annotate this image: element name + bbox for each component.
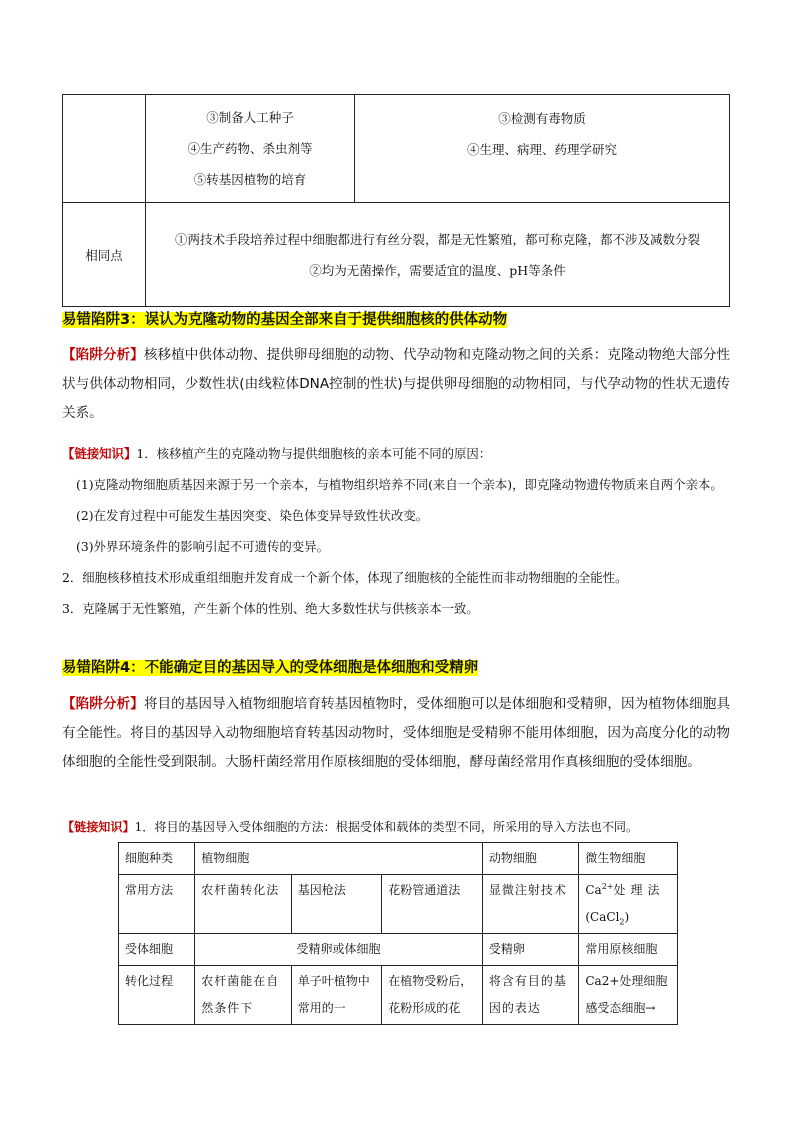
comparison-table: [62, 94, 730, 307]
method-cell: 农杆菌转化法: [195, 875, 292, 934]
micro-method-cell: $Ca^{2+}$处理法 (CaCl$_2$): [579, 875, 678, 934]
process-cell: 将含有目的基因的表达: [482, 966, 579, 1025]
empty-label-cell: [63, 95, 146, 203]
row-label: 常用方法: [119, 875, 195, 934]
process-cell: 农杆菌能在自然条件下: [195, 966, 292, 1025]
analysis-text: 核移植中供体动物、提供卵母细胞的动物、代孕动物和克隆动物之间的关系：克隆动物绝大部分性状与供体动物相同，少数性状(由线粒体DNA控制的性状)与提供卵母细胞的动物相同，与代孕动物的性状无遗传关系。: [62, 347, 731, 421]
same-points-cell: [146, 203, 730, 307]
header-cell: 微生物细胞: [579, 843, 678, 875]
plant-application-line: ⑤转基因植物的培育: [193, 172, 307, 187]
row-label: 转化过程: [119, 966, 195, 1025]
trap3-analysis: [62, 341, 730, 428]
method-cell: 花粉管通道法: [382, 875, 483, 934]
animal-application-line: ③检测有毒物质: [498, 111, 586, 126]
reason-3: (3)外界环境条件的影响引起不可遗传的变异。: [76, 539, 329, 554]
same-points-label: 相同点: [63, 203, 146, 307]
link-tag: 【链接知识】: [62, 820, 135, 834]
reason-2: (2)在发育过程中可能发生基因突变、染色体变异导致性状改变。: [76, 508, 429, 523]
method-cell: 显微注射技术: [482, 875, 579, 934]
animal-application-line: ④生理、病理、药理学研究: [466, 142, 617, 157]
analysis-tag: 【陷阱分析】: [62, 347, 144, 363]
receptor-cell: 受精卵或体细胞: [195, 934, 483, 966]
process-cell: 单子叶植物中常用的一: [291, 966, 381, 1025]
row-label: 受体细胞: [119, 934, 195, 966]
gene-transfer-table: [118, 842, 678, 1025]
reason-1: (1)克隆动物细胞质基因来源于另一个亲本，与植物组织培养不同(来自一个亲本)，即克隆动物遗传物质来自两个亲本。: [76, 477, 723, 492]
header-cell: 细胞种类: [119, 843, 195, 875]
plant-applications-cell: [146, 95, 355, 203]
same-point-line: ②均为无菌操作，需要适宜的温度、pH等条件: [309, 262, 566, 278]
receptor-cell: 受精卵: [482, 934, 579, 966]
header-cell: 动物细胞: [482, 843, 579, 875]
trap4-analysis: [62, 690, 730, 777]
process-cell: Ca2+处理细胞感受态细胞→: [579, 966, 678, 1025]
link-tag: 【链接知识】: [62, 446, 137, 461]
trap4-heading: 易错陷阱4：不能确定目的基因导入的受体细胞是体细胞和受精卵: [62, 660, 479, 676]
process-cell: 在植物受粉后，花粉形成的花: [382, 966, 483, 1025]
plant-application-line: ③制备人工种子: [206, 110, 294, 125]
plant-application-line: ④生产药物、杀虫剂等: [187, 141, 313, 156]
analysis-text: 将目的基因导入植物细胞培育转基因植物时，受体细胞可以是体细胞和受精卵，因为植物体细胞具有全能性。将目的基因导入动物细胞培育转基因动物时，受体细胞是受精卵不能用体细胞，因为高度分化的动物体细胞的全能性受到限制。大肠杆菌经常用作原核细胞的受体细胞，酵母菌经常用作真核细胞的受体细胞。: [62, 696, 731, 770]
trap4-link-knowledge: 【链接知识】1．将目的基因导入受体细胞的方法：根据受体和载体的类型不同，所采用的导入方法也不同。: [62, 820, 639, 834]
same-point-line: ①两技术手段培养过程中细胞都进行有丝分裂，都是无性繁殖，都可称克隆，都不涉及减数分裂: [174, 231, 700, 247]
link-intro: 【链接知识】1．核移植产生的克隆动物与提供细胞核的亲本可能不同的原因：: [62, 446, 492, 461]
analysis-tag: 【陷阱分析】: [62, 696, 144, 712]
point-2: 2．细胞核移植技术形成重组细胞并发育成一个新个体，体现了细胞核的全能性而非动物细胞的全能性。: [62, 570, 628, 585]
trap3-link-knowledge: [62, 438, 730, 624]
point-3: 3．克隆属于无性繁殖，产生新个体的性别、绝大多数性状与供核亲本一致。: [62, 601, 479, 616]
animal-applications-cell: [355, 95, 730, 203]
header-cell: 植物细胞: [195, 843, 483, 875]
receptor-cell: 常用原核细胞: [579, 934, 678, 966]
trap3-heading: 易错陷阱3：误认为克隆动物的基因全部来自于提供细胞核的供体动物: [62, 312, 508, 328]
method-cell: 基因枪法: [291, 875, 381, 934]
